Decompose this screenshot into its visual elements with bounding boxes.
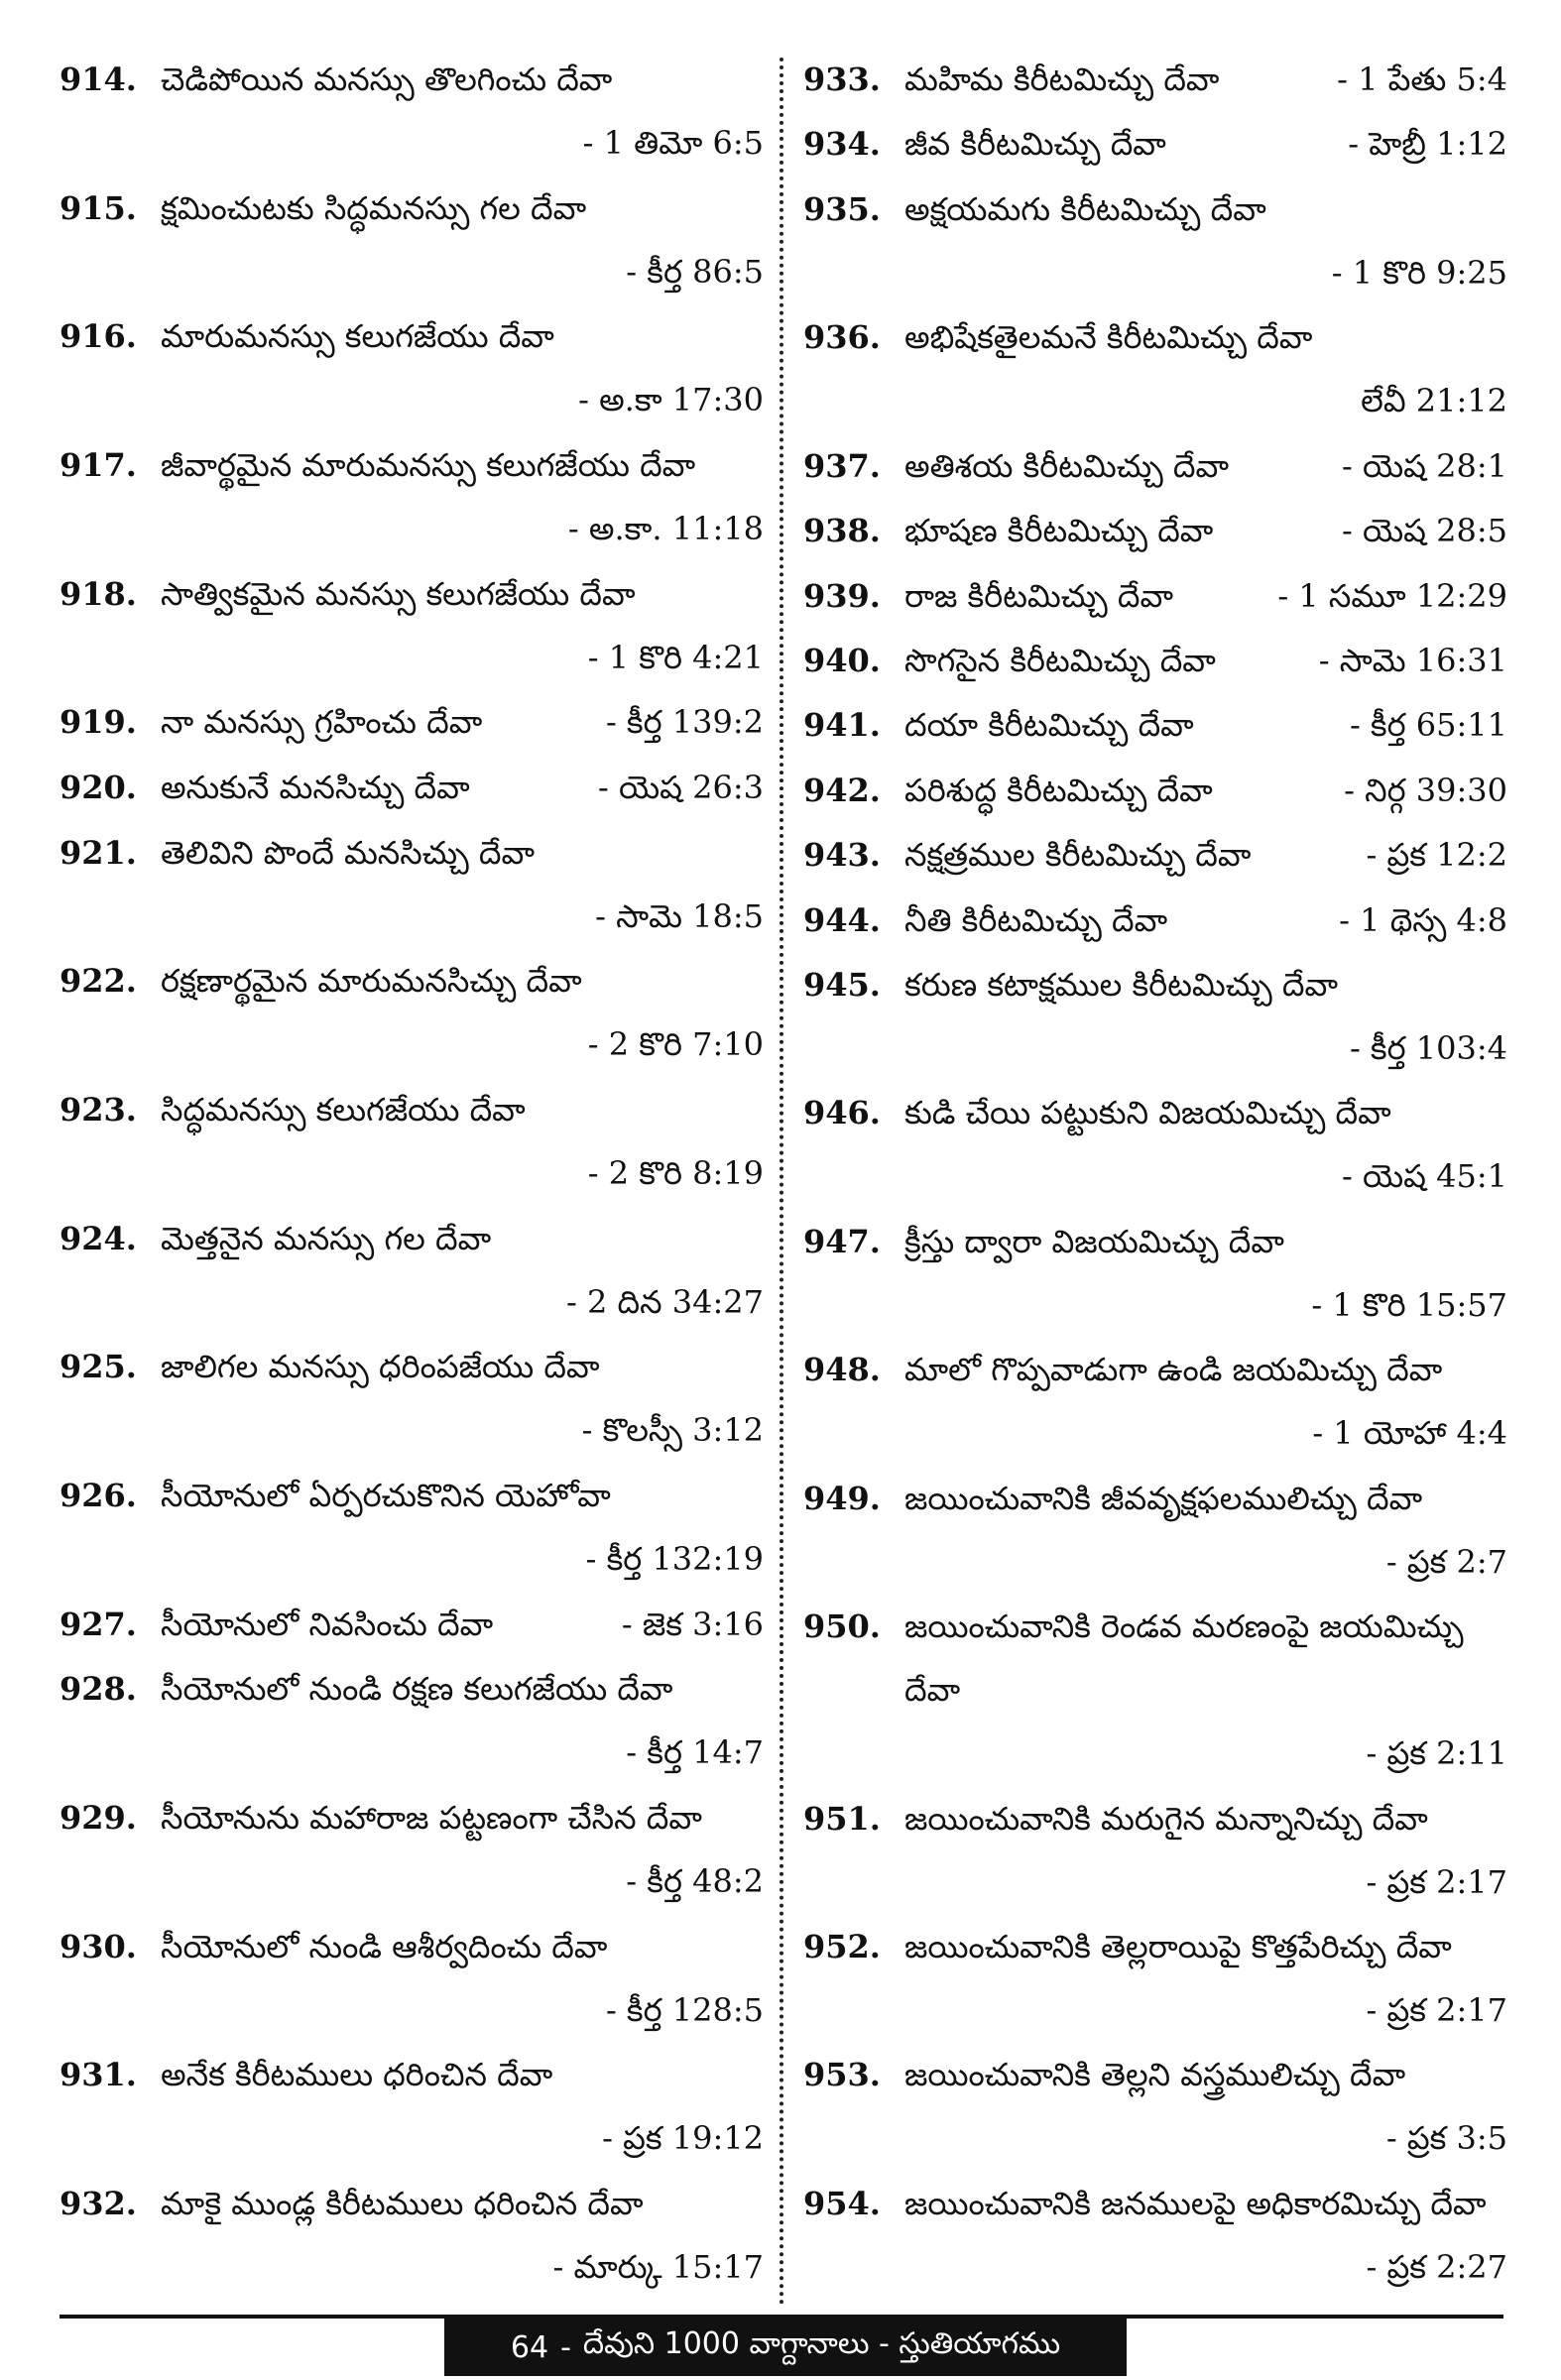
entry-number: 920. bbox=[60, 768, 137, 806]
promise-entry bbox=[803, 823, 1507, 887]
scripture-reference: - ప్రక 19:12 bbox=[602, 2119, 764, 2158]
entry-number: 933. bbox=[803, 60, 881, 98]
entry-text: జయించువానికి మరుగైన మన్నానిచ్చు దేవా bbox=[904, 1799, 1428, 1838]
scripture-reference: - యెష 28:5 bbox=[1342, 512, 1507, 550]
entry-number: 930. bbox=[60, 1927, 137, 1965]
entry-body bbox=[161, 1335, 764, 1462]
entry-number: 929. bbox=[60, 1798, 137, 1837]
entry-number: 949. bbox=[803, 1479, 881, 1517]
promise-entry bbox=[803, 2043, 1507, 2170]
entry-text: జయించువానికి తెల్లరాయిపై కొత్తపేరిచ్చు దేవా bbox=[904, 1928, 1452, 1966]
entry-number: 932. bbox=[60, 2184, 137, 2222]
entry-body bbox=[161, 1078, 764, 1205]
entry-number: 923. bbox=[60, 1090, 137, 1129]
scripture-reference: - 2 దిన 34:27 bbox=[566, 1282, 764, 1321]
entry-body bbox=[161, 2043, 764, 2170]
entry-text: సీయోనులో నుండి ఆశీర్వదించు దేవా bbox=[161, 1927, 608, 1965]
scripture-reference: - కీర్త 48:2 bbox=[626, 1861, 764, 1900]
entry-text: అనేక కిరీటములు ధరించిన దేవా bbox=[161, 2056, 553, 2094]
promise-entry bbox=[803, 693, 1507, 757]
page-footer bbox=[444, 2319, 1127, 2376]
scripture-reference: - సామె 18:5 bbox=[595, 896, 764, 935]
entry-text: కరుణ కటాక్షముల కిరీటమిచ్చు దేవా bbox=[904, 966, 1339, 1005]
entry-text: జాలిగల మనస్సు ధరింపజేయు దేవా bbox=[161, 1348, 600, 1386]
entry-number: 937. bbox=[803, 446, 881, 485]
entry-number: 941. bbox=[803, 706, 881, 745]
scripture-reference: - 1 యోహా 4:4 bbox=[1312, 1414, 1507, 1453]
entry-text: మహిమ కిరీటమిచ్చు దేవా bbox=[904, 60, 1220, 98]
entry-text: చెడిపోయిన మనస్సు తొలగించు దేవా bbox=[161, 60, 613, 98]
promise-entry bbox=[803, 629, 1507, 692]
scripture-reference: - కీర్త 132:19 bbox=[585, 1539, 764, 1578]
entry-body bbox=[161, 1464, 764, 1591]
promise-entry bbox=[60, 304, 764, 431]
scripture-reference: - కీర్త 139:2 bbox=[605, 703, 764, 742]
promise-entry bbox=[60, 1657, 764, 1784]
page-number: 64 bbox=[510, 2329, 549, 2365]
entry-body bbox=[161, 177, 764, 303]
entry-body bbox=[161, 433, 764, 560]
entry-number: 954. bbox=[803, 2184, 881, 2222]
promise-entry bbox=[803, 889, 1507, 952]
entry-body bbox=[161, 2172, 764, 2299]
entry-number: 924. bbox=[60, 1219, 137, 1257]
entry-text: జీవార్థమైన మారుమనస్సు కలుగజేయు దేవా bbox=[161, 445, 696, 484]
entry-body bbox=[161, 690, 764, 754]
entry-body bbox=[161, 1915, 764, 2042]
entry-body bbox=[904, 629, 1507, 692]
footer-separator: - bbox=[560, 2329, 571, 2365]
entry-number: 919. bbox=[60, 703, 137, 742]
entry-text: మారుమనస్సు కలుగజేయు దేవా bbox=[161, 317, 554, 356]
scripture-reference: - యెష 45:1 bbox=[1342, 1157, 1507, 1196]
promise-entry bbox=[60, 2172, 764, 2299]
entry-text: సొగసైన కిరీటమిచ్చు దేవా bbox=[904, 641, 1216, 679]
entry-number: 931. bbox=[60, 2056, 137, 2094]
promise-entry bbox=[60, 2043, 764, 2170]
scripture-reference: - ప్రక 2:17 bbox=[1366, 1862, 1507, 1901]
scripture-reference: - 1 కొరి 4:21 bbox=[587, 638, 764, 676]
scripture-reference: - ప్రక 3:5 bbox=[1385, 2119, 1507, 2158]
scripture-reference: - కీర్త 128:5 bbox=[605, 1990, 764, 2029]
right-column bbox=[803, 48, 1507, 2299]
scripture-reference: - మార్కు 15:17 bbox=[552, 2247, 764, 2286]
promise-entry bbox=[60, 433, 764, 560]
scripture-reference: - నిర్గ 39:30 bbox=[1344, 771, 1507, 809]
entry-body bbox=[904, 178, 1507, 304]
entry-number: 942. bbox=[803, 771, 881, 809]
entry-text: సీయోనును మహారాజ పట్టణంగా చేసిన దేవా bbox=[161, 1798, 702, 1837]
scripture-reference: - కీర్త 103:4 bbox=[1349, 1029, 1507, 1068]
entry-text: అభిషేకతైలమనే కిరీటమిచ్చు దేవా bbox=[904, 318, 1313, 357]
promise-entry bbox=[803, 112, 1507, 176]
promise-entry bbox=[60, 562, 764, 689]
entry-number: 934. bbox=[803, 125, 881, 164]
promise-entry bbox=[803, 564, 1507, 628]
entry-text: సిద్ధమనస్సు కలుగజేయు దేవా bbox=[161, 1090, 526, 1129]
entry-number: 953. bbox=[803, 2056, 881, 2094]
promise-entry bbox=[803, 1467, 1507, 1594]
entry-body bbox=[904, 1915, 1507, 2042]
scripture-reference: - సామె 16:31 bbox=[1318, 641, 1507, 679]
promise-entry bbox=[60, 756, 764, 819]
promise-entry bbox=[60, 821, 764, 948]
entry-number: 935. bbox=[803, 189, 881, 228]
entry-number: 936. bbox=[803, 318, 881, 357]
entry-text: మాకై ముండ్ల కిరీటములు ధరించిన దేవా bbox=[161, 2184, 644, 2222]
entry-text: మాలో గొప్పవాడుగా ఉండి జయమిచ్చు దేవా bbox=[904, 1351, 1443, 1389]
entry-body bbox=[904, 1338, 1507, 1465]
entry-text: అక్షయమగు కిరీటమిచ్చు దేవా bbox=[904, 189, 1266, 228]
entry-number: 948. bbox=[803, 1351, 881, 1389]
promise-entry bbox=[803, 1787, 1507, 1914]
scripture-reference: - ప్రక 2:7 bbox=[1385, 1542, 1507, 1581]
scripture-reference: - ప్రక 2:17 bbox=[1366, 1991, 1507, 2030]
entry-number: 921. bbox=[60, 833, 137, 872]
promise-entry bbox=[803, 434, 1507, 498]
promise-entry bbox=[60, 1207, 764, 1334]
scripture-reference: - ప్రక 2:11 bbox=[1366, 1734, 1507, 1773]
promise-entry bbox=[60, 1464, 764, 1591]
entry-text: క్షమించుటకు సిద్ధమనస్సు గల దేవా bbox=[161, 188, 587, 227]
entry-number: 946. bbox=[803, 1094, 881, 1132]
entry-body bbox=[904, 2043, 1507, 2170]
entry-text: అతిశయ కిరీటమిచ్చు దేవా bbox=[904, 446, 1230, 485]
entry-body bbox=[161, 1207, 764, 1334]
scripture-reference: - 1 కొరి 9:25 bbox=[1331, 253, 1507, 292]
book-title: దేవుని 1000 వాగ్దానాలు - స్తుతియాగము bbox=[582, 2326, 1061, 2361]
entry-text: పరిశుద్ధ కిరీటమిచ్చు దేవా bbox=[904, 771, 1213, 809]
entry-text: సీయోనులో ఏర్పరచుకొనిన యెహోవా bbox=[161, 1476, 611, 1514]
entry-body bbox=[904, 1210, 1507, 1337]
entry-body bbox=[161, 48, 764, 175]
scripture-reference: - యెష 26:3 bbox=[598, 768, 764, 806]
entry-number: 918. bbox=[60, 574, 137, 613]
entry-body bbox=[161, 756, 764, 819]
promise-entry bbox=[60, 949, 764, 1076]
scripture-reference: - 1 కొరి 15:57 bbox=[1311, 1285, 1507, 1324]
column-divider bbox=[780, 58, 783, 2307]
promise-entry bbox=[803, 1915, 1507, 2042]
entry-text: భూషణ కిరీటమిచ్చు దేవా bbox=[904, 512, 1214, 550]
scripture-reference: - 1 తిమో 6:5 bbox=[582, 124, 764, 162]
entry-body bbox=[161, 1786, 764, 1913]
scripture-reference: - 1 పేతు 5:4 bbox=[1337, 60, 1507, 98]
scripture-reference: - కీర్త 86:5 bbox=[626, 252, 764, 291]
entry-body bbox=[904, 823, 1507, 887]
promise-entry bbox=[803, 305, 1507, 432]
promise-entry bbox=[803, 953, 1507, 1080]
entry-body bbox=[904, 693, 1507, 757]
entry-body bbox=[161, 821, 764, 948]
entry-body bbox=[161, 304, 764, 431]
promise-entry bbox=[60, 1593, 764, 1656]
entry-body bbox=[904, 48, 1507, 111]
entry-number: 926. bbox=[60, 1476, 137, 1514]
entry-number: 945. bbox=[803, 966, 881, 1005]
entry-body bbox=[161, 1657, 764, 1784]
scripture-reference: - 2 కొరి 8:19 bbox=[587, 1153, 764, 1192]
scripture-reference: - హెబ్రీ 1:12 bbox=[1348, 125, 1507, 164]
entry-number: 952. bbox=[803, 1928, 881, 1966]
entry-body bbox=[161, 562, 764, 689]
scripture-reference: - 1 సమూ 12:29 bbox=[1277, 576, 1507, 615]
promise-entry bbox=[60, 1915, 764, 2042]
promise-entry bbox=[803, 1338, 1507, 1465]
scripture-reference: - ప్రక 12:2 bbox=[1366, 836, 1507, 875]
entry-text: దయా కిరీటమిచ్చు దేవా bbox=[904, 706, 1194, 745]
entry-body bbox=[904, 1595, 1507, 1785]
scripture-reference: - 2 కొరి 7:10 bbox=[587, 1025, 764, 1064]
entry-text: సాత్వికమైన మనస్సు కలుగజేయు దేవా bbox=[161, 574, 636, 613]
promise-entry bbox=[60, 1786, 764, 1913]
entry-text: సీయోనులో నివసించు దేవా bbox=[161, 1605, 494, 1643]
entry-text: కుడి చేయి పట్టుకుని విజయమిచ్చు దేవా bbox=[904, 1094, 1391, 1132]
promise-entry bbox=[803, 759, 1507, 822]
scripture-reference: - కీర్త 65:11 bbox=[1349, 706, 1507, 745]
entry-number: 940. bbox=[803, 641, 881, 679]
entry-text: క్రీస్తు ద్వారా విజయమిచ్చు దేవా bbox=[904, 1222, 1284, 1260]
entry-number: 950. bbox=[803, 1607, 881, 1646]
entry-text: రాజ కిరీటమిచ్చు దేవా bbox=[904, 576, 1174, 615]
entry-text: నా మనస్సు గ్రహించు దేవా bbox=[161, 703, 483, 742]
entry-body bbox=[904, 305, 1507, 432]
entry-text: జయించువానికి తెల్లని వస్త్రములిచ్చు దేవా bbox=[904, 2056, 1406, 2094]
entry-number: 947. bbox=[803, 1222, 881, 1260]
promise-entry bbox=[803, 2172, 1507, 2299]
entry-text: జీవ కిరీటమిచ్చు దేవా bbox=[904, 125, 1166, 164]
scripture-reference: - యెష 28:1 bbox=[1342, 446, 1507, 485]
entry-number: 925. bbox=[60, 1348, 137, 1386]
entry-text: జయించువానికి జనములపై అధికారమిచ్చు దేవా bbox=[904, 2184, 1487, 2222]
promise-entry bbox=[60, 1335, 764, 1462]
entry-number: 943. bbox=[803, 836, 881, 875]
scripture-reference: - కొలస్సీ 3:12 bbox=[581, 1411, 764, 1450]
entry-number: 917. bbox=[60, 445, 137, 484]
scripture-reference: - కీర్త 14:7 bbox=[626, 1733, 764, 1772]
promise-entry bbox=[803, 1595, 1507, 1785]
promise-entry bbox=[60, 690, 764, 754]
entry-number: 928. bbox=[60, 1670, 137, 1709]
entry-body bbox=[904, 564, 1507, 628]
entry-text: జయించువానికి రెండవ మరణంపై జయమిచ్చు దేవా bbox=[904, 1607, 1464, 1710]
promise-entry bbox=[803, 48, 1507, 111]
entry-number: 914. bbox=[60, 60, 137, 98]
entry-body bbox=[904, 759, 1507, 822]
entry-text: జయించువానికి జీవవృక్షఫలములిచ్చు దేవా bbox=[904, 1479, 1423, 1517]
entry-text: తెలివిని పొందే మనసిచ్చు దేవా bbox=[161, 833, 536, 872]
entry-number: 951. bbox=[803, 1799, 881, 1838]
entry-number: 927. bbox=[60, 1605, 137, 1643]
scripture-reference: - అ.కా 17:30 bbox=[578, 381, 764, 419]
entry-text: అనుకునే మనసిచ్చు దేవా bbox=[161, 768, 470, 806]
entry-body bbox=[904, 499, 1507, 562]
entry-body bbox=[904, 2172, 1507, 2299]
left-column bbox=[60, 48, 764, 2299]
entry-body bbox=[904, 1787, 1507, 1914]
entry-text: నీతి కిరీటమిచ్చు దేవా bbox=[904, 900, 1168, 939]
promise-entry bbox=[60, 48, 764, 175]
entry-number: 939. bbox=[803, 576, 881, 615]
entry-text: మెత్తనైన మనస్సు గల దేవా bbox=[161, 1219, 492, 1257]
promise-entry bbox=[803, 1210, 1507, 1337]
promise-entry bbox=[60, 1078, 764, 1205]
entry-body bbox=[161, 949, 764, 1076]
scripture-reference: లేవీ 21:12 bbox=[1361, 382, 1507, 420]
scripture-reference: - జెక 3:16 bbox=[621, 1605, 764, 1643]
entry-text: నక్షత్రముల కిరీటమిచ్చు దేవా bbox=[904, 836, 1252, 875]
promise-entry bbox=[803, 178, 1507, 304]
scripture-reference: - అ.కా. 11:18 bbox=[567, 509, 764, 547]
entry-body bbox=[904, 1081, 1507, 1208]
entry-body bbox=[904, 953, 1507, 1080]
entry-text: సీయోనులో నుండి రక్షణ కలుగజేయు దేవా bbox=[161, 1670, 673, 1709]
entry-number: 922. bbox=[60, 962, 137, 1001]
entry-body bbox=[904, 434, 1507, 498]
entry-text: రక్షణార్థమైన మారుమనసిచ్చు దేవా bbox=[161, 962, 582, 1001]
promise-entry bbox=[803, 499, 1507, 562]
entry-body bbox=[161, 1593, 764, 1656]
entry-number: 916. bbox=[60, 317, 137, 356]
entry-body bbox=[904, 1467, 1507, 1594]
entry-body bbox=[904, 112, 1507, 176]
entry-number: 944. bbox=[803, 900, 881, 939]
scripture-reference: - 1 థెస్స 4:8 bbox=[1339, 900, 1507, 939]
entry-number: 938. bbox=[803, 512, 881, 550]
scripture-reference: - ప్రక 2:27 bbox=[1366, 2247, 1507, 2286]
promise-entry bbox=[803, 1081, 1507, 1208]
entry-number: 915. bbox=[60, 188, 137, 227]
entry-body bbox=[904, 889, 1507, 952]
promise-entry bbox=[60, 177, 764, 303]
